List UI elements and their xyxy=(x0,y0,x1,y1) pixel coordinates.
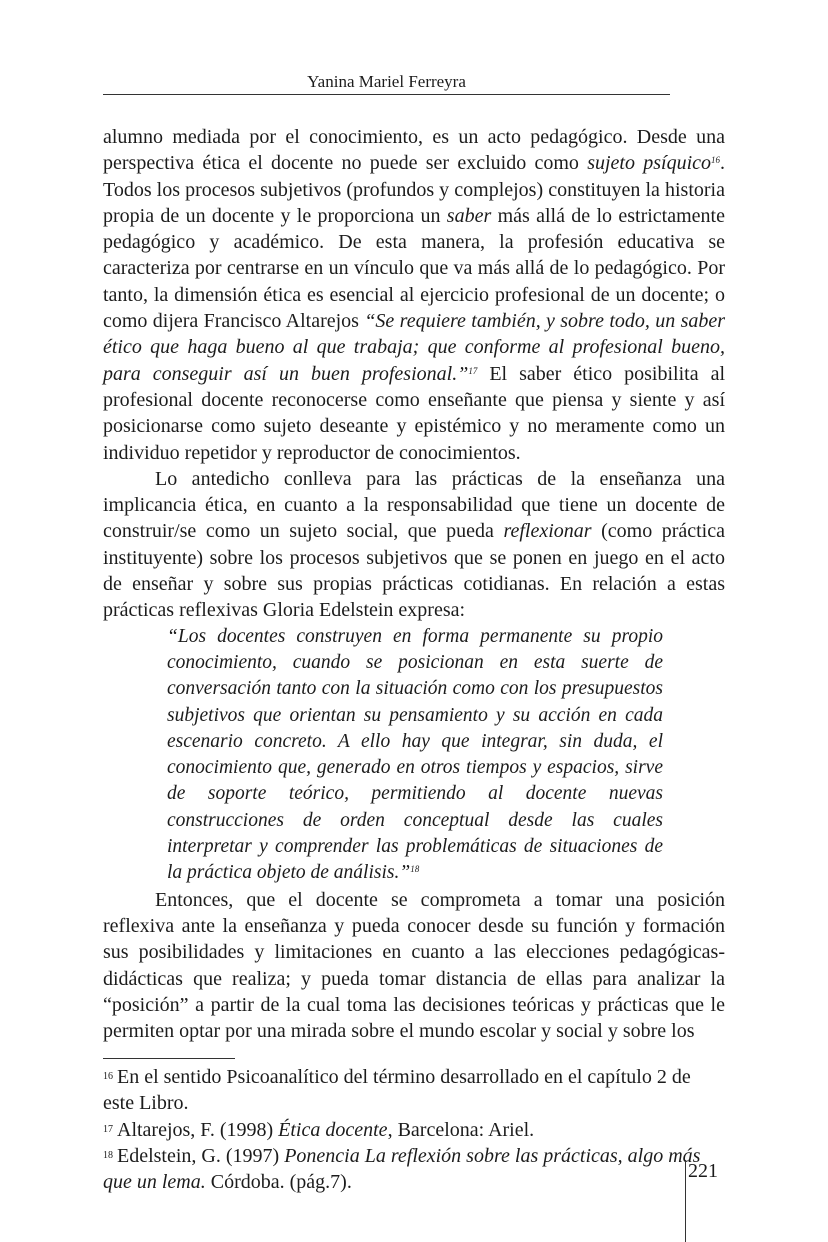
footnote-ref-18: 18 xyxy=(410,864,420,875)
p1-text-c: . Todos los procesos subjetivos (profundos y complejos) constituyen la historia propia de un docente y le proporciona un xyxy=(103,152,725,227)
running-header xyxy=(103,70,670,95)
footnote-number: 16 xyxy=(103,1071,113,1082)
footnote-number: 18 xyxy=(103,1149,113,1161)
paragraph-1 xyxy=(103,124,725,466)
footnote-separator xyxy=(103,1058,235,1059)
p1-text-g: El saber ético posibilita al profesional docente reconocerse como enseñante que piensa y siente y así posicionarse como sujeto deseante y epistémico y no meramente como un individuo repetidor y reproductor de conocimientos. xyxy=(103,362,725,464)
footnote-title: Ponencia La reflexión sobre las prácticas, algo más que un lema. xyxy=(103,1144,701,1194)
p1-quote-altarejos: “Se requiere también, y sobre todo, un saber ético que haga bueno al que trabaja; que conforme al profesional bueno, para conseguir así un buen profesional.” xyxy=(103,310,726,385)
p2-text-c: (como práctica instituyente) sobre los procesos subjetivos que se ponen en juego en el acto de enseñar y sobre sus propias prácticas cotidianas. En relación a estas prácticas reflexivas Gloria Edelstein expresa: xyxy=(103,520,725,622)
block-quote-edelstein xyxy=(167,624,663,887)
footnote-title: Ética docente xyxy=(278,1118,388,1141)
p1-text-a: alumno mediada por el conocimiento, es un acto pedagógico. Desde una perspectiva ética el docente no puede ser excluido como xyxy=(103,126,725,175)
page-number-rule xyxy=(685,1160,686,1242)
footnote-18 xyxy=(103,1143,725,1196)
p1-emphasis-sujeto: sujeto psíquico xyxy=(587,152,711,175)
footnote-17 xyxy=(103,1117,725,1143)
footnote-ref-16: 16 xyxy=(711,155,720,166)
paragraph-3 xyxy=(103,887,725,1045)
footnote-text: En el sentido Psicoanalítico del término desarrollado en el capítulo 2 de este Libro. xyxy=(103,1066,691,1115)
footnote-ref-17: 17 xyxy=(468,365,478,376)
footnote-16 xyxy=(103,1064,725,1117)
footnote-text: Altarejos, F. (1998) xyxy=(117,1118,279,1141)
p3-text: Entonces, que el docente se comprometa a tomar una posición reflexiva ante la enseñanza y pueda conocer desde su función y formación sus posibilidades y limitaciones en cuanto a las elecciones pedagógicas-didácticas que realiza; y pueda tomar distancia de ellas para analizar la “posición” a partir de la cual toma las decisiones teóricas y prácticas que le permiten optar por una mirada sobre el mundo escolar y social y sobre los xyxy=(103,888,725,1043)
footnote-number: 17 xyxy=(103,1123,113,1135)
footnote-text: , Barcelona: Ariel. xyxy=(387,1118,535,1141)
quote-text: “Los docentes construyen en forma permanente su propio conocimiento, cuando se posicionan en esta suerte de conversación tanto con la situación como con los presupuestos subjetivos que orientan su pensamiento y su acción en cada escenario concreto. A ello hay que integrar, sin duda, el conocimiento que, generado en otros tiempos y espacios, sirve de soporte teórico, permitiendo al docente nuevas construcciones de orden conceptual desde las cuales interpretar y comprender las problemáticas de situaciones de la práctica objeto de análisis.” xyxy=(167,625,663,884)
header-author: Yanina Mariel Ferreyra xyxy=(307,72,466,91)
page-number: 221 xyxy=(688,1160,718,1182)
footnote-text: Córdoba. (pág.7). xyxy=(205,1171,352,1194)
body-text xyxy=(103,124,725,1044)
p2-text-a: Lo antedicho conlleva para las prácticas de la enseñanza una implicancia ética, en cuanto a la responsabilidad que tiene un docente de construir/se como un sujeto social, que pueda xyxy=(103,467,725,543)
footnotes xyxy=(103,1064,725,1195)
p1-text-e: más allá de lo estrictamente pedagógico y académico. De esta manera, la profesión educativa se caracteriza por centrarse en un vínculo que va más allá de lo pedagógico. Por tanto, la dimensión ética es esencial al ejercicio profesional de un docente; o como dijera Francisco Altarejos xyxy=(103,204,725,333)
paragraph-2 xyxy=(103,466,725,624)
p2-emphasis-reflexionar: reflexionar xyxy=(503,520,592,543)
footnote-text: Edelstein, G. (1997) xyxy=(117,1144,285,1167)
p1-emphasis-saber: saber xyxy=(446,204,492,227)
